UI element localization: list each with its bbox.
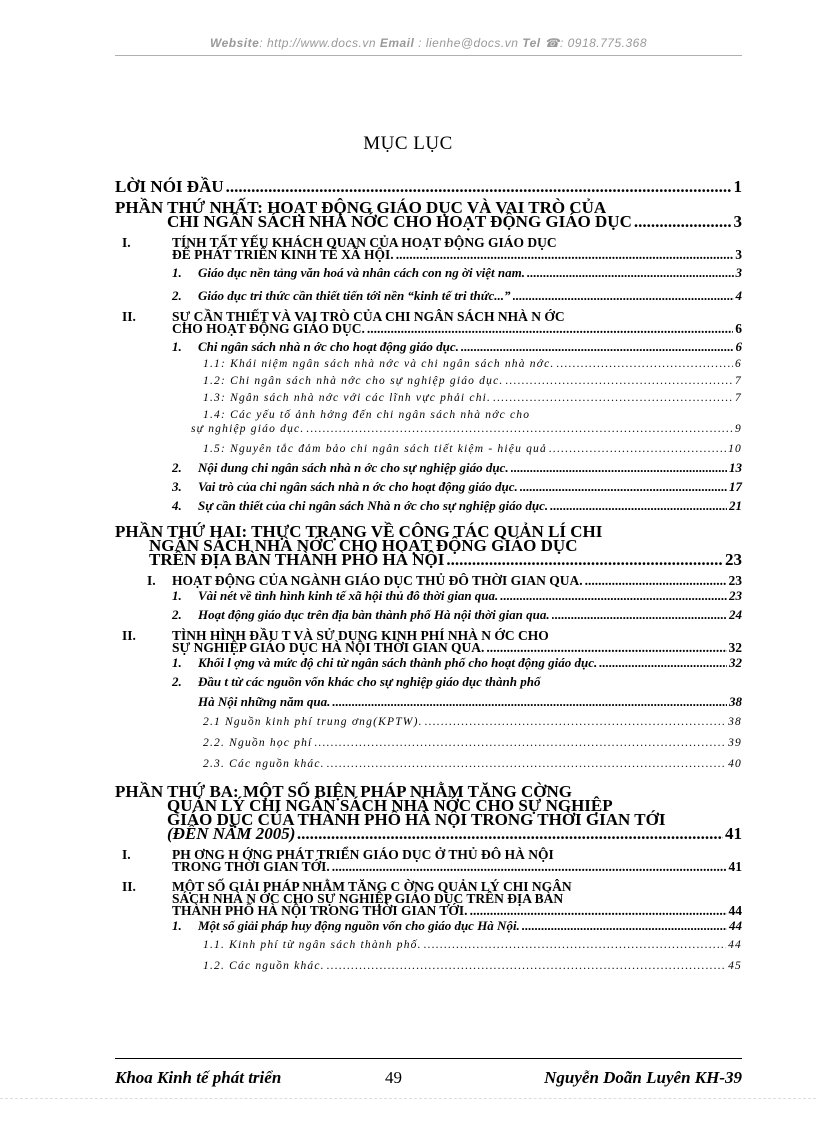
toc-entry-text: 1.2: Chi ngân sách nhà nớc cho sự nghiệp giáo dục. — [203, 375, 504, 387]
toc-entry-text: TÍNH TẤT YẾU KHÁCH QUAN CỦA HOẠT ĐỘNG GIÁO DỤC — [172, 235, 557, 250]
toc-entry-text: SỰ NGHIỆP GIÁO DỤC HÀ NỘI THỜI GIAN QUA. — [172, 640, 485, 655]
footer-author: Nguyễn Doãn Luyên KH-39 — [544, 1068, 742, 1087]
footer-faculty: Khoa Kinh tế phát triển — [115, 1068, 282, 1087]
toc-entry-part1-s1-item1[interactable] — [115, 266, 742, 280]
footer-page-number: 49 — [385, 1068, 402, 1087]
toc-page-number: 40 — [728, 758, 742, 770]
toc-entry-part1-s2-item2[interactable] — [115, 461, 742, 475]
toc-entry-text: 2.1 Nguồn kinh phí trung ơng(KPTW). — [203, 716, 423, 728]
website-value: : http://www.docs.vn — [259, 36, 380, 50]
toc-entry-preface[interactable] — [115, 177, 742, 196]
toc-entry-text: CHO HOẠT ĐỘNG GIÁO DỤC. — [172, 321, 365, 336]
toc-entry-part1-s2-1-5[interactable] — [115, 442, 742, 456]
page-bottom-edge — [0, 1098, 816, 1099]
toc-entry-text: Giáo dục tri thức cần thiết tiến tới nền “kinh tế tri thức...” — [198, 288, 511, 303]
toc-entry-part2-s2-2-3[interactable] — [115, 757, 742, 771]
tel-label: Tel — [522, 36, 541, 50]
toc-entry-text: 2.3. Các nguồn khác. — [203, 758, 325, 770]
toc-page-number: 4 — [735, 288, 742, 303]
toc-entry-part3-section2[interactable] — [115, 881, 742, 917]
header-divider — [115, 55, 742, 56]
toc-entry-text: SỰ CẦN THIẾT VÀ VAI TRÒ CỦA CHI NGÂN SÁCH NHÀ N ỚC — [172, 309, 565, 324]
section-number: II. — [122, 628, 136, 643]
toc-entry-text: Khối l ợng và mức độ chi từ ngân sách thành phố cho hoạt động giáo dục. — [198, 655, 598, 670]
section-number: II. — [122, 309, 136, 324]
toc-entry-text: Hà Nội những năm qua. — [198, 694, 331, 709]
toc-entry-text: THÀNH PHỐ HÀ NỘI TRONG THỜI GIAN TỚI. — [172, 903, 468, 918]
toc-entry-part3-s2-item1[interactable] — [115, 919, 742, 933]
section-number: I. — [122, 847, 131, 862]
page-title: MỤC LỤC — [363, 133, 453, 154]
toc-page-number: 1 — [733, 177, 742, 196]
toc-page-number: 7 — [735, 375, 742, 387]
toc-page-number: 38 — [728, 716, 742, 728]
toc-entry-text: HOẠT ĐỘNG CỦA NGÀNH GIÁO DỤC THỦ ĐÔ THỜI GIAN QUA. — [172, 573, 583, 588]
toc-entry-text: sự nghiệp giáo dục. — [191, 423, 305, 435]
toc-entry-part1-section2[interactable] — [115, 311, 742, 335]
toc-page-number: 44 — [728, 903, 742, 918]
toc-entry-part3-s2-1-2[interactable] — [115, 959, 742, 973]
email-value: : lienhe@docs.vn — [414, 36, 523, 50]
toc-entry-part3-s2-1-1[interactable] — [115, 938, 742, 952]
toc-page-number: 17 — [729, 479, 742, 494]
toc-page-number: 41 — [728, 859, 742, 874]
toc-entry-text: TÌNH HÌNH ĐẦU T VÀ SỬ DỤNG KINH PHÍ NHÀ N ỚC CHO — [172, 628, 549, 643]
toc-page-number: 44 — [728, 939, 742, 951]
toc-entry-text: PH ƠNG H ỚNG PHÁT TRIỂN GIÁO DỤC Ở THỦ ĐÔ HÀ NỘI — [172, 847, 554, 862]
toc-entry-text: Vai trò của chi ngân sách nhà n ớc cho hoạt động giáo dục. — [198, 479, 518, 494]
table-of-contents — [115, 177, 742, 973]
toc-page-number: 3 — [733, 212, 742, 231]
toc-entry-text: TRÊN ĐỊA BÀN THÀNH PHỐ HÀ NỘI — [149, 550, 445, 569]
toc-entry-part1-s2-item4[interactable] — [115, 499, 742, 513]
toc-entry-text: SÁCH NHÀ N ỚC CHO SỰ NGHIỆP GIÁO DỤC TRÊN ĐỊA BÀN — [172, 891, 564, 906]
item-number: 2. — [172, 460, 182, 475]
toc-entry-part2-s1-item1[interactable] — [115, 589, 742, 603]
toc-entry-text: Vài nét về tình hình kinh tế xã hội thủ đô thời gian qua. — [198, 588, 499, 603]
toc-entry-part2-s2-item1[interactable] — [115, 656, 742, 670]
toc-entry-text: 1.1. Kinh phí từ ngân sách thành phố. — [203, 939, 422, 951]
toc-entry-text: 1.4: Các yếu tố ảnh hởng đến chi ngân sách nhà nớc cho — [203, 409, 531, 421]
tel-value: ☎: 0918.775.368 — [540, 36, 648, 50]
toc-entry-part1-s2-1-2[interactable] — [115, 374, 742, 388]
toc-page-number: 3 — [735, 247, 742, 262]
page-footer — [115, 1068, 742, 1090]
section-number: I. — [122, 235, 131, 250]
toc-entry-text: LỜI NÓI ĐẦU — [115, 177, 224, 196]
section-number: II. — [122, 879, 136, 894]
item-number: 1. — [172, 265, 182, 280]
toc-page-number: 23 — [729, 588, 742, 603]
toc-entry-part1-s2-item3[interactable] — [115, 480, 742, 494]
toc-entry-text: GIÁO DỤC CỦA THÀNH PHỐ HÀ NỘI TRONG THỜI GIAN TỚI — [167, 810, 666, 829]
toc-entry-text: (ĐẾN NĂM 2005) — [167, 824, 296, 843]
toc-page-number: 41 — [725, 824, 742, 843]
item-number: 3. — [172, 479, 182, 494]
toc-page-number: 6 — [735, 321, 742, 336]
toc-entry-text: Nội dung chi ngân sách nhà n ớc cho sự nghiệp giáo dục. — [198, 460, 509, 475]
toc-page-number: 3 — [735, 265, 742, 280]
website-label: Website — [209, 36, 260, 50]
toc-entry-part1-section1[interactable] — [115, 237, 742, 261]
toc-entry-part2-s2-2-1[interactable] — [115, 715, 742, 729]
toc-entry-text: PHẦN THỨ HAI: THỰC TRẠNG VỀ CÔNG TÁC QUẢN LÍ CHI — [115, 522, 603, 541]
toc-entry-text: Sự cần thiết của chi ngân sách Nhà n ớc cho sự nghiệp giáo dục. — [198, 498, 549, 513]
toc-entry-part1-s2-1-3[interactable] — [115, 391, 742, 405]
toc-page-number: 10 — [728, 443, 742, 455]
toc-entry-text: Đầu t từ các nguồn vốn khác cho sự nghiệp giáo dục thành phố — [198, 674, 541, 689]
toc-page-number: 24 — [729, 607, 742, 622]
toc-page-number: 45 — [728, 960, 742, 972]
toc-page-number: 39 — [728, 737, 742, 749]
item-number: 1. — [172, 588, 182, 603]
toc-entry-text: 1.1: Khái niệm ngân sách nhà nớc và chi ngân sách nhà nớc. — [203, 358, 555, 370]
email-label: Email — [379, 36, 415, 50]
toc-entry-text: QUẢN LÝ CHI NGÂN SÁCH NHÀ NỚC CHO SỰ NGHIỆP — [167, 796, 613, 815]
toc-entry-text: Một số giải pháp huy động nguồn vốn cho giáo dục Hà Nội. — [198, 918, 520, 933]
toc-entry-text: 1.2. Các nguồn khác. — [203, 960, 325, 972]
item-number: 1. — [172, 339, 182, 354]
toc-page-number: 6 — [735, 339, 742, 354]
toc-page-number: 21 — [729, 498, 742, 513]
toc-entry-text: ĐỂ PHÁT TRIỂN KINH TẾ XÃ HỘI. — [172, 247, 394, 262]
toc-entry-text: Chi ngân sách nhà n ớc cho hoạt động giáo dục. — [198, 339, 459, 354]
toc-page-number: 44 — [729, 918, 742, 933]
toc-entry-part1[interactable] — [115, 198, 742, 231]
toc-page-number: 38 — [729, 694, 742, 709]
item-number: 4. — [172, 498, 182, 513]
item-number: 2. — [172, 674, 182, 689]
toc-entry-text: Hoạt động giáo dục trên địa bàn thành phố Hà nội thời gian qua. — [198, 607, 550, 622]
toc-entry-part2-section1[interactable] — [115, 575, 742, 587]
toc-entry-text: TRONG THỜI GIAN TỚI. — [172, 859, 330, 874]
toc-entry-text: 1.3: Ngân sách nhà nớc với các lĩnh vực phải chi. — [203, 392, 492, 404]
item-number: 2. — [172, 607, 182, 622]
toc-page-number: 32 — [729, 655, 742, 670]
toc-page-number: 13 — [729, 460, 742, 475]
toc-page-number: 23 — [725, 550, 742, 569]
toc-entry-part2-s2-item2[interactable] — [115, 675, 742, 709]
toc-entry-part1-s1-item2[interactable] — [115, 289, 742, 303]
toc-entry-text: PHẦN THỨ BA: MỘT SỐ BIỆN PHÁP NHẰM TĂNG CỜNG — [115, 782, 572, 801]
toc-entry-text: Giáo dục nền tảng văn hoá và nhân cách con ng ời việt nam. — [198, 265, 525, 280]
section-number: I. — [147, 573, 156, 588]
toc-entry-text: PHẦN THỨ NHẤT: HOẠT ĐỘNG GIÁO DỤC VÀ VAI TRÒ CỦA — [115, 198, 607, 217]
toc-entry-part1-s2-1-1[interactable] — [115, 357, 742, 371]
item-number: 1. — [172, 918, 182, 933]
toc-page-number: 6 — [735, 358, 742, 370]
page-header — [115, 36, 742, 50]
toc-entry-text: MỘT SỐ GIẢI PHÁP NHẰM TĂNG C ỜNG QUẢN LÝ CHI NGÂN — [172, 879, 572, 894]
toc-page-number: 9 — [735, 423, 742, 435]
toc-entry-part2-s1-item2[interactable] — [115, 608, 742, 622]
toc-entry-part1-s2-1-4[interactable] — [115, 408, 742, 436]
toc-page-number: 23 — [728, 573, 742, 588]
toc-page-number: 32 — [728, 640, 742, 655]
toc-entry-part2-s2-2-2[interactable] — [115, 736, 742, 750]
toc-entry-text: CHI NGÂN SÁCH NHÀ NỚC CHO HOẠT ĐỘNG GIÁO DỤC — [167, 212, 632, 231]
toc-entry-text: 2.2. Nguồn học phí — [203, 737, 313, 749]
toc-entry-part2[interactable] — [115, 522, 742, 569]
toc-entry-text: 1.5: Nguyên tắc đảm bảo chi ngân sách tiết kiệm - hiệu quả — [203, 443, 547, 455]
footer-divider — [115, 1058, 742, 1059]
toc-entry-part3[interactable] — [115, 782, 742, 843]
item-number: 1. — [172, 655, 182, 670]
item-number: 2. — [172, 288, 182, 303]
toc-entry-part1-s2-item1[interactable] — [115, 340, 742, 354]
toc-page-number: 7 — [735, 392, 742, 404]
toc-entry-part3-section1[interactable] — [115, 849, 742, 873]
toc-entry-text: NGÂN SÁCH NHÀ NỚC CHO HOẠT ĐỘNG GIÁO DỤC — [149, 536, 578, 555]
toc-entry-part2-section2[interactable] — [115, 630, 742, 654]
